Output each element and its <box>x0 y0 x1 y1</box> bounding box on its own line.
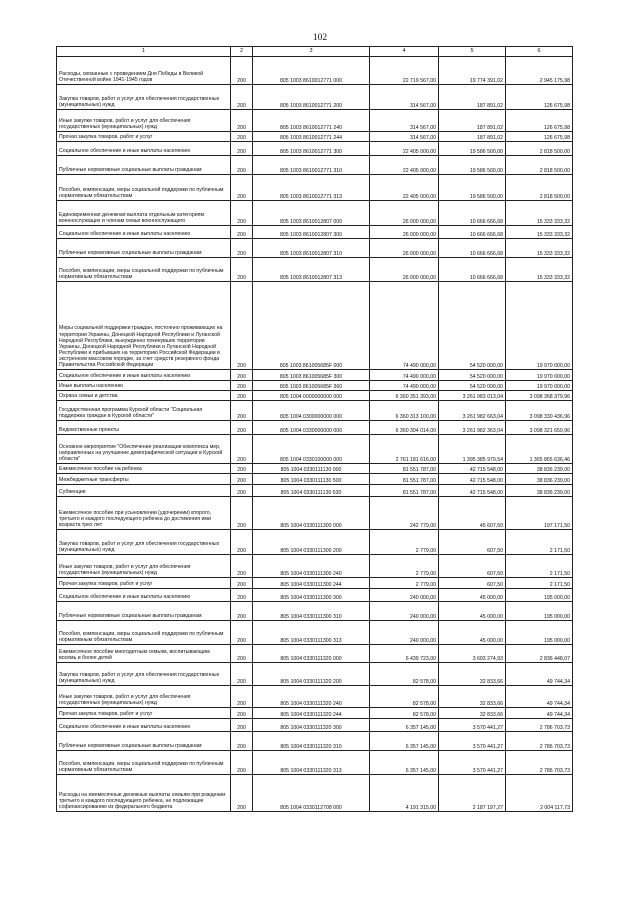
row-remaining-cell: 38 836 239,00 <box>506 485 573 497</box>
row-code-200-cell: 200 <box>231 132 253 142</box>
row-executed-cell: 54 520 000,00 <box>439 370 506 381</box>
row-approved-cell: 2 761 181 616,00 <box>370 435 439 464</box>
row-budget-code-cell: 805 1004 0330111320 310 <box>253 732 370 751</box>
table-row <box>57 381 573 391</box>
row-name-cell: Публичные нормативные социальные выплаты гражданам <box>57 732 231 751</box>
row-budget-code-cell: 805 1004 0330111300 310 <box>253 602 370 621</box>
row-executed-cell: 19 586 500,00 <box>439 142 506 156</box>
row-approved-cell: 81 551 787,00 <box>370 464 439 474</box>
table-row <box>57 497 573 530</box>
table-row <box>57 621 573 645</box>
row-name-cell: Основное мероприятие "Обеспечение реализации комплекса мер, направленных на улучшение демографической ситуации в Курской области" <box>57 435 231 464</box>
row-code-200-cell: 200 <box>231 621 253 645</box>
row-approved-cell: 240 000,00 <box>370 621 439 645</box>
header-cell: 1 <box>57 47 231 57</box>
row-budget-code-cell: 805 1004 0330111320 200 <box>253 663 370 686</box>
row-approved-cell: 314 567,00 <box>370 110 439 132</box>
row-executed-cell: 10 666 666,68 <box>439 239 506 258</box>
table-row <box>57 258 573 282</box>
table-row <box>57 775 573 812</box>
row-code-200-cell: 200 <box>231 57 253 85</box>
row-executed-cell: 187 891,02 <box>439 132 506 142</box>
row-executed-cell: 10 666 666,68 <box>439 201 506 226</box>
table-header-row <box>57 47 573 57</box>
row-approved-cell: 81 551 787,00 <box>370 474 439 485</box>
row-name-cell: Иные закупки товаров, работ и услуг для обеспечения государственных (муниципальных) нужд <box>57 110 231 132</box>
row-remaining-cell: 3 098 321 650,96 <box>506 421 573 435</box>
row-remaining-cell: 3 098 368 379,96 <box>506 391 573 401</box>
row-approved-cell: 2 779,00 <box>370 555 439 578</box>
row-executed-cell: 2 187 197,27 <box>439 775 506 812</box>
row-executed-cell: 42 715 548,00 <box>439 485 506 497</box>
row-remaining-cell: 2 818 500,00 <box>506 175 573 201</box>
row-approved-cell: 240 000,00 <box>370 602 439 621</box>
row-executed-cell: 187 891,02 <box>439 85 506 110</box>
row-budget-code-cell: 805 1003 861005685F 360 <box>253 381 370 391</box>
row-code-200-cell: 200 <box>231 578 253 589</box>
row-approved-cell: 4 191 315,00 <box>370 775 439 812</box>
table-row <box>57 732 573 751</box>
row-name-cell: Пособия, компенсации, меры социальной поддержки по публичным нормативным обязательствам <box>57 621 231 645</box>
row-code-200-cell: 200 <box>231 370 253 381</box>
table-row <box>57 226 573 239</box>
row-budget-code-cell: 805 1003 8610012807 313 <box>253 258 370 282</box>
row-code-200-cell: 200 <box>231 474 253 485</box>
row-remaining-cell: 2 786 703,73 <box>506 719 573 732</box>
row-name-cell: Социальное обеспечение и иные выплаты населению <box>57 719 231 732</box>
row-code-200-cell: 200 <box>231 110 253 132</box>
row-approved-cell: 26 000 000,00 <box>370 258 439 282</box>
row-approved-cell: 82 578,00 <box>370 708 439 719</box>
row-remaining-cell: 2 004 117,73 <box>506 775 573 812</box>
row-name-cell: Иные выплаты населению <box>57 381 231 391</box>
row-code-200-cell: 200 <box>231 663 253 686</box>
row-budget-code-cell: 805 1003 8610012771 313 <box>253 175 370 201</box>
row-approved-cell: 22 405 000,00 <box>370 142 439 156</box>
row-remaining-cell: 19 970 000,00 <box>506 381 573 391</box>
row-name-cell: Прочая закупка товаров, работ и услуг <box>57 578 231 589</box>
page-number: 102 <box>312 33 328 43</box>
row-name-cell: Расходы на ежемесячные денежные выплаты семьям при рождении третьего и каждого последующего ребенка, не подлежащие софинансированию из федерального бюджета <box>57 775 231 812</box>
row-code-200-cell: 200 <box>231 464 253 474</box>
row-budget-code-cell: 805 1003 8610012807 300 <box>253 226 370 239</box>
table-row <box>57 555 573 578</box>
row-name-cell: Социальное обеспечение и иные выплаты населению <box>57 226 231 239</box>
table-row <box>57 589 573 602</box>
table-row <box>57 602 573 621</box>
row-executed-cell: 32 833,66 <box>439 708 506 719</box>
row-approved-cell: 81 551 787,00 <box>370 485 439 497</box>
row-budget-code-cell: 805 1003 861005685F 000 <box>253 282 370 370</box>
row-name-cell: Прочая закупка товаров, работ и услуг <box>57 708 231 719</box>
row-budget-code-cell: 805 1004 0330111130 500 <box>253 474 370 485</box>
row-code-200-cell: 200 <box>231 775 253 812</box>
row-name-cell: Публичные нормативные социальные выплаты гражданам <box>57 602 231 621</box>
row-name-cell: Межбюджетные трансферты <box>57 474 231 485</box>
row-budget-code-cell: 805 1003 8610012807 310 <box>253 239 370 258</box>
row-budget-code-cell: 805 1004 0330111130 000 <box>253 464 370 474</box>
row-budget-code-cell: 805 1004 0330111300 000 <box>253 497 370 530</box>
row-name-cell: Охрана семьи и детства <box>57 391 231 401</box>
row-executed-cell: 42 715 548,00 <box>439 464 506 474</box>
header-cell: 4 <box>370 47 439 57</box>
row-budget-code-cell: 805 1004 0330111320 300 <box>253 719 370 732</box>
table-row <box>57 578 573 589</box>
row-budget-code-cell: 805 1004 0000000000 000 <box>253 391 370 401</box>
row-name-cell: Закупка товаров, работ и услуг для обеспечения государственных (муниципальных) нужд <box>57 85 231 110</box>
table-row <box>57 156 573 175</box>
row-budget-code-cell: 805 1004 0330112708 000 <box>253 775 370 812</box>
table-row <box>57 464 573 474</box>
table-row <box>57 435 573 464</box>
row-name-cell: Пособия, компенсации, меры социальной поддержки по публичным нормативным обязательствам <box>57 751 231 775</box>
row-approved-cell: 26 000 000,00 <box>370 226 439 239</box>
table-row <box>57 421 573 435</box>
row-budget-code-cell: 805 1004 0330111300 200 <box>253 530 370 555</box>
table-row <box>57 391 573 401</box>
row-executed-cell: 3 261 982 363,04 <box>439 421 506 435</box>
row-name-cell: Субвенции <box>57 485 231 497</box>
row-budget-code-cell: 805 1003 8610012771 244 <box>253 132 370 142</box>
row-approved-cell: 22 405 000,00 <box>370 175 439 201</box>
row-approved-cell: 22 719 567,00 <box>370 57 439 85</box>
row-budget-code-cell: 805 1004 0330111320 000 <box>253 645 370 663</box>
row-budget-code-cell: 805 1004 0330100000 000 <box>253 435 370 464</box>
row-code-200-cell: 200 <box>231 555 253 578</box>
row-executed-cell: 10 666 666,68 <box>439 226 506 239</box>
row-executed-cell: 19 586 500,00 <box>439 156 506 175</box>
row-budget-code-cell: 805 1004 0330111320 244 <box>253 708 370 719</box>
row-approved-cell: 26 000 000,00 <box>370 239 439 258</box>
table-row <box>57 719 573 732</box>
row-code-200-cell: 200 <box>231 142 253 156</box>
row-remaining-cell: 126 675,98 <box>506 85 573 110</box>
row-budget-code-cell: 805 1004 0330111130 530 <box>253 485 370 497</box>
table-row <box>57 530 573 555</box>
row-remaining-cell: 2 836 448,07 <box>506 645 573 663</box>
table-row <box>57 282 573 370</box>
row-code-200-cell: 200 <box>231 239 253 258</box>
row-approved-cell: 82 578,00 <box>370 663 439 686</box>
row-code-200-cell: 200 <box>231 391 253 401</box>
row-executed-cell: 3 570 441,27 <box>439 751 506 775</box>
row-name-cell: Ведомственные проекты <box>57 421 231 435</box>
row-name-cell: Государственная программа Курской области "Социальная поддержка граждан в Курской области" <box>57 401 231 421</box>
row-name-cell: Закупка товаров, работ и услуг для обеспечения государственных (муниципальных) нужд <box>57 530 231 555</box>
row-code-200-cell: 200 <box>231 602 253 621</box>
row-name-cell: Социальное обеспечение и иные выплаты населению <box>57 370 231 381</box>
row-approved-cell: 22 405 000,00 <box>370 156 439 175</box>
row-remaining-cell: 15 333 333,32 <box>506 239 573 258</box>
row-budget-code-cell: 805 1004 0330111300 244 <box>253 578 370 589</box>
row-code-200-cell: 200 <box>231 85 253 110</box>
table-row <box>57 110 573 132</box>
row-budget-code-cell: 805 1003 8610012771 300 <box>253 142 370 156</box>
row-executed-cell: 3 570 441,27 <box>439 732 506 751</box>
row-executed-cell: 607,50 <box>439 530 506 555</box>
row-code-200-cell: 200 <box>231 645 253 663</box>
row-approved-cell: 6 357 145,00 <box>370 732 439 751</box>
row-code-200-cell: 200 <box>231 156 253 175</box>
row-executed-cell: 3 603 274,93 <box>439 645 506 663</box>
row-executed-cell: 54 520 000,00 <box>439 381 506 391</box>
table-row <box>57 57 573 85</box>
row-approved-cell: 6 360 304 014,00 <box>370 421 439 435</box>
table-row <box>57 85 573 110</box>
row-approved-cell: 6 360 313 100,00 <box>370 401 439 421</box>
row-name-cell: Ежемесячное пособие на ребенка <box>57 464 231 474</box>
table-row <box>57 401 573 421</box>
row-name-cell: Расходы, связанные с проведением Дня Победы в Великой Отечественной войне 1941-1945 годов <box>57 57 231 85</box>
budget-table <box>56 46 573 812</box>
row-name-cell: Ежемесячное пособие при усыновлении (удочерении) второго, третьего и каждого последующего ребенка до достижения ими возраста трех лет <box>57 497 231 530</box>
row-code-200-cell: 200 <box>231 175 253 201</box>
row-budget-code-cell: 805 1004 0330111300 300 <box>253 589 370 602</box>
row-remaining-cell: 197 171,50 <box>506 497 573 530</box>
row-code-200-cell: 200 <box>231 751 253 775</box>
row-approved-cell: 6 357 145,00 <box>370 719 439 732</box>
table-row <box>57 663 573 686</box>
row-code-200-cell: 200 <box>231 282 253 370</box>
row-remaining-cell: 15 333 333,32 <box>506 258 573 282</box>
row-remaining-cell: 19 970 000,00 <box>506 370 573 381</box>
row-code-200-cell: 200 <box>231 226 253 239</box>
header-cell: 6 <box>506 47 573 57</box>
row-code-200-cell: 200 <box>231 589 253 602</box>
row-remaining-cell: 2 171,50 <box>506 578 573 589</box>
row-remaining-cell: 195 000,00 <box>506 602 573 621</box>
header-cell: 2 <box>231 47 253 57</box>
row-budget-code-cell: 805 1003 8610012771 000 <box>253 57 370 85</box>
row-approved-cell: 2 779,00 <box>370 530 439 555</box>
row-approved-cell: 6 357 145,00 <box>370 751 439 775</box>
row-executed-cell: 42 715 548,00 <box>439 474 506 485</box>
row-remaining-cell: 2 818 500,00 <box>506 142 573 156</box>
row-code-200-cell: 200 <box>231 708 253 719</box>
row-budget-code-cell: 805 1004 0300000000 000 <box>253 401 370 421</box>
row-code-200-cell: 200 <box>231 435 253 464</box>
row-remaining-cell: 195 000,00 <box>506 621 573 645</box>
row-executed-cell: 45 607,50 <box>439 497 506 530</box>
row-approved-cell: 26 000 000,00 <box>370 201 439 226</box>
row-name-cell: Социальное обеспечение и иные выплаты населению <box>57 589 231 602</box>
row-code-200-cell: 200 <box>231 686 253 708</box>
row-remaining-cell: 15 333 333,32 <box>506 226 573 239</box>
row-executed-cell: 607,50 <box>439 555 506 578</box>
row-executed-cell: 32 833,66 <box>439 686 506 708</box>
row-name-cell: Меры социальной поддержки граждан, постоянно проживающих на территории Украины, Донецкой Народной Республики и Луганской Народной Республики, вынужденно покинувших территории Украины, Донецкой Народной Республики и Луганской Народной Республики и прибывших на территорию Российской Федерации в экстренном массовом порядке, за счет средств резервного фонда Правительства Российской Федерации <box>57 282 231 370</box>
row-name-cell: Закупка товаров, работ и услуг для обеспечения государственных (муниципальных) нужд <box>57 663 231 686</box>
table-row <box>57 239 573 258</box>
row-executed-cell: 54 520 000,00 <box>439 282 506 370</box>
row-code-200-cell: 200 <box>231 530 253 555</box>
row-code-200-cell: 200 <box>231 381 253 391</box>
row-budget-code-cell: 805 1003 861005685F 300 <box>253 370 370 381</box>
row-budget-code-cell: 805 1003 8610012771 310 <box>253 156 370 175</box>
table-row <box>57 175 573 201</box>
row-name-cell: Прочая закупка товаров, работ и услуг <box>57 132 231 142</box>
table-row <box>57 686 573 708</box>
table-row <box>57 645 573 663</box>
row-name-cell: Публичные нормативные социальные выплаты гражданам <box>57 156 231 175</box>
table-row <box>57 132 573 142</box>
row-executed-cell: 607,50 <box>439 578 506 589</box>
row-remaining-cell: 38 836 239,00 <box>506 474 573 485</box>
row-budget-code-cell: 805 1004 0330111320 240 <box>253 686 370 708</box>
row-remaining-cell: 38 836 239,00 <box>506 464 573 474</box>
row-name-cell: Пособия, компенсации, меры социальной поддержки по публичным нормативным обязательствам <box>57 258 231 282</box>
row-name-cell: Ежемесячное пособие многодетным семьям, воспитывающим восемь и более детей <box>57 645 231 663</box>
row-executed-cell: 10 666 666,68 <box>439 258 506 282</box>
row-executed-cell: 3 261 983 013,04 <box>439 391 506 401</box>
row-approved-cell: 6 360 351 393,00 <box>370 391 439 401</box>
row-code-200-cell: 200 <box>231 401 253 421</box>
row-name-cell: Иные закупки товаров, работ и услуг для обеспечения государственных (муниципальных) нужд <box>57 555 231 578</box>
row-budget-code-cell: 805 1004 0330111300 240 <box>253 555 370 578</box>
row-approved-cell: 74 490 000,00 <box>370 370 439 381</box>
row-remaining-cell: 2 786 703,73 <box>506 751 573 775</box>
row-executed-cell: 3 570 441,27 <box>439 719 506 732</box>
table-row <box>57 474 573 485</box>
row-name-cell: Единовременная денежная выплата отдельным категориям военнослужащих и членам семьи военнослужащего <box>57 201 231 226</box>
header-cell: 3 <box>253 47 370 57</box>
row-budget-code-cell: 805 1003 8610012807 000 <box>253 201 370 226</box>
row-code-200-cell: 200 <box>231 732 253 751</box>
row-approved-cell: 2 779,00 <box>370 578 439 589</box>
row-name-cell: Пособия, компенсации, меры социальной поддержки по публичным нормативным обязательствам <box>57 175 231 201</box>
row-approved-cell: 240 000,00 <box>370 589 439 602</box>
row-code-200-cell: 200 <box>231 258 253 282</box>
row-executed-cell: 1 395 385 979,54 <box>439 435 506 464</box>
table-row <box>57 370 573 381</box>
row-code-200-cell: 200 <box>231 497 253 530</box>
row-remaining-cell: 19 970 000,00 <box>506 282 573 370</box>
row-remaining-cell: 1 365 865 636,46 <box>506 435 573 464</box>
row-approved-cell: 314 567,00 <box>370 85 439 110</box>
row-executed-cell: 45 000,00 <box>439 589 506 602</box>
row-executed-cell: 19 586 500,00 <box>439 175 506 201</box>
row-executed-cell: 187 891,02 <box>439 110 506 132</box>
row-approved-cell: 82 578,00 <box>370 686 439 708</box>
row-executed-cell: 19 774 391,02 <box>439 57 506 85</box>
row-budget-code-cell: 805 1004 0330111300 313 <box>253 621 370 645</box>
row-remaining-cell: 49 744,34 <box>506 708 573 719</box>
row-remaining-cell: 2 171,50 <box>506 555 573 578</box>
row-approved-cell: 6 439 723,00 <box>370 645 439 663</box>
table-row <box>57 142 573 156</box>
row-name-cell: Социальное обеспечение и иные выплаты населению <box>57 142 231 156</box>
row-executed-cell: 45 000,00 <box>439 602 506 621</box>
table-row <box>57 485 573 497</box>
row-executed-cell: 3 261 982 663,04 <box>439 401 506 421</box>
row-approved-cell: 314 567,00 <box>370 132 439 142</box>
row-remaining-cell: 126 675,98 <box>506 110 573 132</box>
row-approved-cell: 74 490 000,00 <box>370 381 439 391</box>
row-remaining-cell: 2 786 703,73 <box>506 732 573 751</box>
row-code-200-cell: 200 <box>231 421 253 435</box>
row-code-200-cell: 200 <box>231 485 253 497</box>
row-budget-code-cell: 805 1003 8610012771 200 <box>253 85 370 110</box>
row-budget-code-cell: 805 1004 0330111320 313 <box>253 751 370 775</box>
row-remaining-cell: 15 333 333,32 <box>506 201 573 226</box>
row-remaining-cell: 2 818 500,00 <box>506 156 573 175</box>
row-remaining-cell: 195 000,00 <box>506 589 573 602</box>
table-row <box>57 201 573 226</box>
row-remaining-cell: 3 098 330 436,96 <box>506 401 573 421</box>
table-row <box>57 708 573 719</box>
row-budget-code-cell: 805 1003 8610012771 240 <box>253 110 370 132</box>
row-code-200-cell: 200 <box>231 719 253 732</box>
row-executed-cell: 45 000,00 <box>439 621 506 645</box>
table-row <box>57 751 573 775</box>
row-name-cell: Публичные нормативные социальные выплаты гражданам <box>57 239 231 258</box>
row-approved-cell: 74 490 000,00 <box>370 282 439 370</box>
row-remaining-cell: 49 744,34 <box>506 686 573 708</box>
row-name-cell: Иные закупки товаров, работ и услуг для обеспечения государственных (муниципальных) нужд <box>57 686 231 708</box>
row-remaining-cell: 2 945 175,98 <box>506 57 573 85</box>
row-remaining-cell: 49 744,34 <box>506 663 573 686</box>
row-code-200-cell: 200 <box>231 201 253 226</box>
row-remaining-cell: 2 171,50 <box>506 530 573 555</box>
row-executed-cell: 32 833,66 <box>439 663 506 686</box>
header-cell: 5 <box>439 47 506 57</box>
row-remaining-cell: 126 675,98 <box>506 132 573 142</box>
row-budget-code-cell: 805 1004 0330000000 000 <box>253 421 370 435</box>
row-approved-cell: 242 779,00 <box>370 497 439 530</box>
